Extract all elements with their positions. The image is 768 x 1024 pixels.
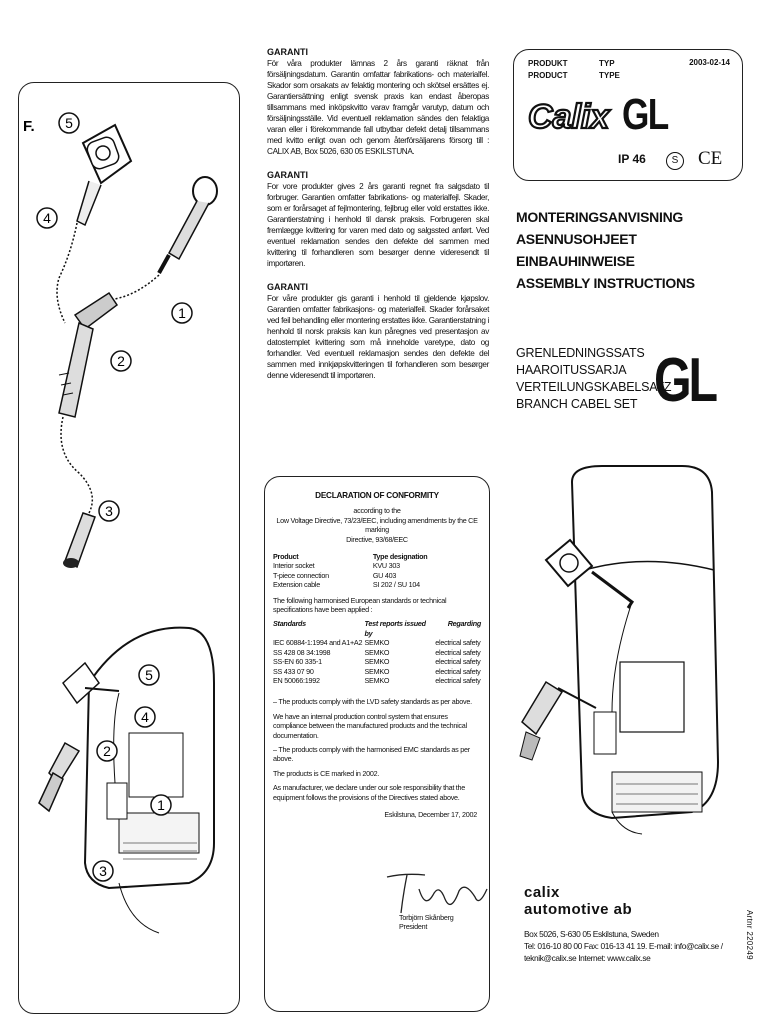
- extension-plug-drawing: [63, 513, 95, 568]
- car-callout-2: 2: [103, 743, 111, 759]
- company-contact-1: Tel: 016-10 80 00 Fax: 016-13 41 19. E-mail: info@calix.se /: [524, 941, 723, 951]
- car-callout-4: 4: [141, 709, 149, 725]
- statement-ce: The products is CE marked in 2002.: [273, 768, 380, 778]
- table-row: [273, 638, 481, 647]
- typ-label: TYP: [599, 59, 615, 68]
- car-drawing: [512, 462, 742, 850]
- statement-responsibility: As manufacturer, we declare under our sole responsibility that the equipment follows the provisions of the Directives stated above.: [273, 783, 466, 802]
- figure-f-panel: [18, 82, 240, 1014]
- re-cell: electrical safety: [435, 666, 481, 676]
- by-cell: SEMKO: [364, 675, 390, 685]
- signer-name: Torbjörn Skånberg: [399, 913, 454, 922]
- by-cell: SEMKO: [364, 638, 390, 648]
- statement-control: We have an internal production control system that ensures compliance between the manufactured products and the technical documentation.: [273, 711, 467, 740]
- produkt-label: PRODUKT: [528, 59, 568, 68]
- calix-logo: [526, 90, 610, 138]
- interior-socket-drawing: [57, 125, 131, 323]
- product-type: GU 403: [372, 570, 397, 580]
- callout-2: 2: [117, 353, 125, 369]
- table-row: [273, 580, 481, 589]
- std-cell: SS 428 08 34:1998: [273, 647, 331, 657]
- figure-f-illustration: [19, 83, 239, 1013]
- place-date: Eskilstuna, December 17, 2002: [384, 809, 477, 819]
- warranty-se: [267, 47, 489, 157]
- table-row: [273, 676, 481, 685]
- products-table: [273, 552, 481, 590]
- t-piece-drawing: [59, 293, 117, 513]
- company-block: [524, 884, 734, 964]
- article-number: Artnr 220249: [745, 910, 754, 960]
- name-sv: GRENLEDNINGSSATS: [516, 346, 645, 360]
- warranty-dk: [267, 170, 489, 269]
- company-address: Box 5026, S-630 05 Eskilstuna, Sweden: [524, 929, 659, 939]
- product-name: Extension cable: [273, 580, 320, 590]
- warranty-dk-text: For vore produkter gives 2 års garanti regnet fra salgsdato til forbruger. Garantien omfatter fabrikations- og materialfejl. Skader, som er forårsaget af fejlmontering, fejlbrug eller vold erstattes ikke. Garantierstatning i henhold til dansk praksis. Forbrugeren skal fremlægge kvittering for varen med dato og salgssted anført. Ved eventuel reklamation sendes den defekte del sammen med kvittering til forhandleren som besørger denne videresendt til importøren.: [267, 182, 489, 268]
- title-en: ASSEMBLY INSTRUCTIONS: [516, 275, 695, 291]
- company-contact-2: teknik@calix.se Internet: www.calix.se: [524, 953, 651, 963]
- ce-mark-icon: CE: [698, 148, 723, 169]
- warranty-se-title: GARANTI: [267, 47, 308, 57]
- warranty-se-text: För våra produkter lämnas 2 års garanti räknat från försäljningsdatum. Garantin omfattar fabrikations- och materialfel. Skador som orsakats av felaktig montering och skötsel ersättes ej. Garantiersättning enligt svensk praxis kan endast åberopas tillsammans med inköpskvitto varav framgår varutyp, datum och försäljningsställe. Vid eventuell reklamation sändes den felaktiga varan eller i förekommande fall utbytbar defekt detalj tillsammans med kvitto enligt ovan och genom återförsäljarens försorg till : CALIX AB, Box 5026, 630 05 ESKILSTUNA.: [267, 59, 489, 156]
- product-type: KVU 303: [372, 561, 400, 571]
- product-header: Product: [273, 552, 299, 562]
- warranty-no: [267, 282, 489, 381]
- std-cell: IEC 60884-1:1994 and A1+A2: [273, 638, 363, 648]
- title-de: EINBAUHINWEISE: [516, 253, 635, 269]
- product-name: T-piece connection: [273, 570, 329, 580]
- name-en: BRANCH CABEL SET: [516, 397, 638, 411]
- warranty-dk-title: GARANTI: [267, 170, 308, 180]
- car-callout-1: 1: [157, 797, 165, 813]
- re-cell: electrical safety: [435, 647, 481, 657]
- callout-4: 4: [43, 210, 51, 226]
- std-cell: SS 433 07 90: [273, 666, 314, 676]
- warranty-column: [267, 47, 489, 394]
- std-cell: EN 50066:1992: [273, 675, 320, 685]
- declaration-title: DECLARATION OF CONFORMITY: [315, 491, 439, 500]
- by-cell: SEMKO: [364, 647, 390, 657]
- car-front-drawing: [39, 628, 214, 933]
- standards-table: [273, 619, 481, 685]
- declaration-intro: according to the Low Voltage Directive, 73/23/EEC, including amendments by the CE marking Directive, 93/68/EEC: [276, 506, 478, 544]
- company-name-line2: automotive ab: [524, 901, 633, 918]
- re-cell: electrical safety: [435, 657, 481, 667]
- semko-mark-icon: [666, 152, 684, 170]
- product-name: Interior socket: [273, 561, 315, 571]
- table-row: [273, 657, 481, 666]
- calix-logo-mark: [526, 90, 610, 138]
- by-header: Test reports issued by: [364, 619, 426, 638]
- by-cell: SEMKO: [364, 657, 390, 667]
- warranty-no-title: GARANTI: [267, 282, 308, 292]
- re-cell: electrical safety: [435, 675, 481, 685]
- declaration-box: [264, 476, 490, 1012]
- name-de: VERTEILUNGSKABELSATZ: [516, 380, 672, 394]
- type-header: Type designation: [372, 552, 428, 562]
- callout-1: 1: [178, 305, 186, 321]
- table-row: [273, 648, 481, 657]
- calix-logo-text: Calix: [528, 98, 610, 136]
- name-fi: HAAROITUSSARJA: [516, 363, 627, 377]
- document-date: 2003-02-14: [689, 58, 730, 67]
- product-type: SI 202 / SU 104: [372, 580, 420, 590]
- title-sv: MONTERINGSANVISNING: [516, 209, 683, 225]
- std-cell: SS-EN 60 335-1: [273, 657, 322, 667]
- product-names: [516, 345, 671, 413]
- instruction-titles: [516, 206, 695, 294]
- by-cell: SEMKO: [364, 666, 390, 676]
- big-model-code: GL: [654, 346, 715, 415]
- std-header: Standards: [273, 619, 306, 629]
- product-label: PRODUCT: [528, 71, 568, 80]
- re-header: Regarding: [447, 619, 481, 629]
- warranty-no-text: For våre produkter gis garanti i henhold til gjeldende kjøpslov. Garantien omfatter fabrikasjons- og materialfeil. Skader forårsaket ved feil behandling eller montering erstattes ikke. Garantierstatning i henhold til norsk praksis kan kun påregnes ved presentasjon av datostemplet kvittering som må inneholde varetype, dato og forhandler. Ved eventuell reklamasjon sendes den defekte del sammen med innkjøpskvitteringen til forhandleren som besørger denne videresendt til importøren.: [267, 294, 489, 380]
- callout-5: 5: [65, 115, 73, 131]
- table-row: [273, 667, 481, 676]
- car-installation-illustration: [512, 462, 742, 850]
- company-name-line1: calix: [524, 884, 560, 901]
- product-info-box: [513, 49, 743, 181]
- type-label: TYPE: [599, 71, 620, 80]
- figure-f-label: F.: [23, 118, 35, 135]
- standards-intro: The following harmonised European standards or technical specifications have been applied :: [273, 595, 447, 615]
- car-callout-5: 5: [145, 667, 153, 683]
- callout-3: 3: [105, 503, 113, 519]
- signature: [375, 869, 495, 915]
- model-code: GL: [622, 90, 668, 139]
- re-cell: electrical safety: [435, 638, 481, 648]
- statement-lvd: – The products comply with the LVD safety standards as per above.: [273, 697, 472, 707]
- semko-mark-text: S: [671, 155, 679, 166]
- statement-emc: – The products comply with the harmonised EMC standards as per above.: [273, 744, 470, 764]
- plug-drawing-top: [95, 177, 217, 313]
- signer-title: President: [399, 922, 428, 932]
- ip-rating: IP 46: [618, 152, 646, 166]
- table-row: [273, 561, 481, 570]
- title-fi: ASENNUSOHJEET: [516, 231, 637, 247]
- table-row: [273, 571, 481, 580]
- car-callout-3: 3: [99, 863, 107, 879]
